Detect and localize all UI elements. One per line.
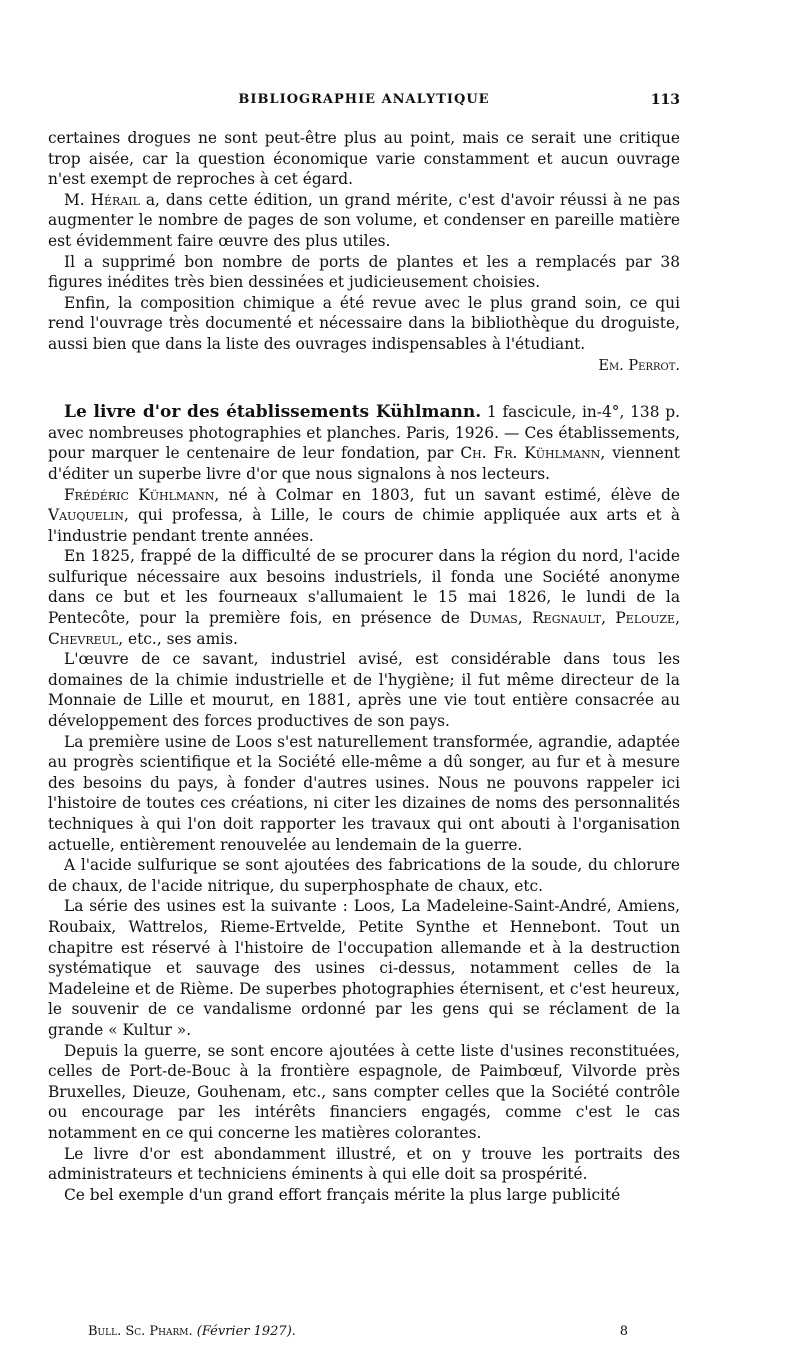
review2-paragraph-5: La première usine de Loos s'est naturellement transformée, agrandie, adaptée au progrès scientifique et la Société elle-même a dû songer, au fur et à mesure des besoins du pays, à fonder d'autres usines. Nous ne pouvons rappeler ici l'histoire de toutes ces créations, ni citer les dizaines de noms des personnalités techniques à qui l'on doit rapporter les travaux qui ont abouti à l'organisation actuelle, entièrement renouvelée au lendemain de la guerre. [48, 732, 680, 854]
running-head-title: BIBLIOGRAPHIE ANALYTIQUE [238, 92, 490, 107]
review1-p2-rest: a, dans cette édition, un grand mérite, c'est d'avoir réussi à ne pas augmenter le nombre de pages de son volume, et condenser en pareille matière est évidemment faire œuvre des plus utiles. [48, 190, 680, 250]
review2-paragraph-8: Depuis la guerre, se sont encore ajoutées à cette liste d'usines reconstituées, celles de Port-de-Bouc à la frontière espagnole, de Paimbœuf, Vilvorde près Bruxelles, Dieuze, Gouhenam, etc., sans compter celles que la Société contrôle ou encourage par les intérêts financiers engagés, comme c'est le cas notamment en ce qui concerne les matières colorantes. [48, 1041, 680, 1142]
section-gap [48, 376, 680, 402]
page-body [48, 128, 680, 1205]
review1-paragraph-4: Enfin, la composition chimique a été revue avec le plus grand soin, ce qui rend l'ouvrage très documenté et nécessaire dans la bibliothèque du droguiste, aussi bien que dans la liste des ouvrages indispensables à l'étudiant. [48, 293, 680, 353]
review1-paragraph-1: certaines drogues ne sont peut-être plus au point, mais ce serait une critique trop aisée, car la question économique varie constamment et aucun ouvrage n'est exempt de reproches à cet égard. [48, 129, 680, 189]
review2-paragraph-6: A l'acide sulfurique se sont ajoutées des fabrications de la soude, du chlorure de chaux, de l'acide nitrique, du superphosphate de chaux, etc. [48, 856, 680, 895]
review2-p2-b: , qui professa, à Lille, le cours de chimie appliquée aux arts et à l'industrie pendant trente années. [48, 506, 680, 545]
names-chemists: Dumas, Regnault, Pelouze, Chevreul [48, 609, 680, 648]
page-number: 113 [650, 92, 680, 108]
book-title: Le livre d'or des établissements Kühlmann. [64, 402, 482, 423]
review1-p2-pre: M. [64, 190, 85, 209]
review2-paragraph-9: Le livre d'or est abondamment illustré, et on y trouve les portraits des administrateurs et techniciens éminents à qui elle doit sa prospérité. [48, 1144, 680, 1184]
name-vauquelin: Vauquelin [48, 506, 124, 525]
review1-paragraph-2 [48, 190, 680, 252]
review2-intro-b: , viennent d'éditer un superbe livre d'or que nous signalons à nos lecteurs. [48, 444, 680, 483]
review1-paragraph-3: Il a supprimé bon nombre de ports de plantes et les a remplacés par 38 figures inédites très bien dessinées et judicieusement choisies. [48, 252, 680, 292]
review2-paragraph-3 [48, 546, 680, 649]
footer-journal [88, 1324, 296, 1339]
journal-date: (Février 1927). [196, 1324, 296, 1339]
signature-mark: 8 [619, 1324, 628, 1339]
review2-intro-name: Ch. Fr. Kühlmann [460, 444, 601, 463]
journal-name: Bull. Sc. Pharm. [88, 1324, 193, 1339]
review2-p3-b: , etc., ses amis. [118, 629, 238, 648]
review2-paragraph-1 [48, 402, 680, 484]
review2-paragraph-10: Ce bel exemple d'un grand effort français mérite la plus large publicité [64, 1185, 621, 1204]
author-herail: Hérail [90, 190, 140, 209]
running-head [48, 92, 680, 114]
review2-paragraph-4: L'œuvre de ce savant, industriel avisé, est considérable dans tous les domaines de la chimie industrielle et de l'hygiène; il fut même directeur de la Monnaie de Lille et mourut, en 1881, après une vie tout entière consacrée au développement des forces productives de son pays. [48, 650, 680, 731]
review1-signature: Em. Perrot. [598, 357, 680, 374]
review2-intro-a: 1 fascicule, in-4°, 138 p. avec nombreuses photographies et planches. Paris, 1926. — Ces établissements, pour marquer le centenaire de leur fondation, par [48, 403, 681, 463]
review2-paragraph-7: La série des usines est la suivante : Loos, La Madeleine-Saint-André, Amiens, Roubaix, Wattrelos, Rieme-Ertvelde, Petite Synthe et Hennebont. Tout un chapitre est réservé à l'histoire de l'occupation allemande et à la destruction systématique et sauvage des usines ci-dessus, notamment celles de la Madeleine et de Rième. De superbes photographies éternisent, et c'est heureux, le souvenir de ce vandalisme ordonné par les gens qui se réclament de la grande « Kultur ». [48, 897, 680, 1039]
review2-p3-a: En 1825, frappé de la difficulté de se procurer dans la région du nord, l'acide sulfurique nécessaire aux besoins industriels, il fonda une Société anonyme dans ce but et les fourneaux s'allumaient le 15 mai 1826, le lundi de la Pentecôte, pour la première fois, en présence de [48, 547, 680, 628]
review2-p2-a: , né à Colmar en 1803, fut un savant estimé, élève de [214, 485, 680, 504]
review2-paragraph-2 [48, 485, 680, 547]
name-frederic-kuhlmann: Frédéric Kühlmann [64, 485, 215, 504]
